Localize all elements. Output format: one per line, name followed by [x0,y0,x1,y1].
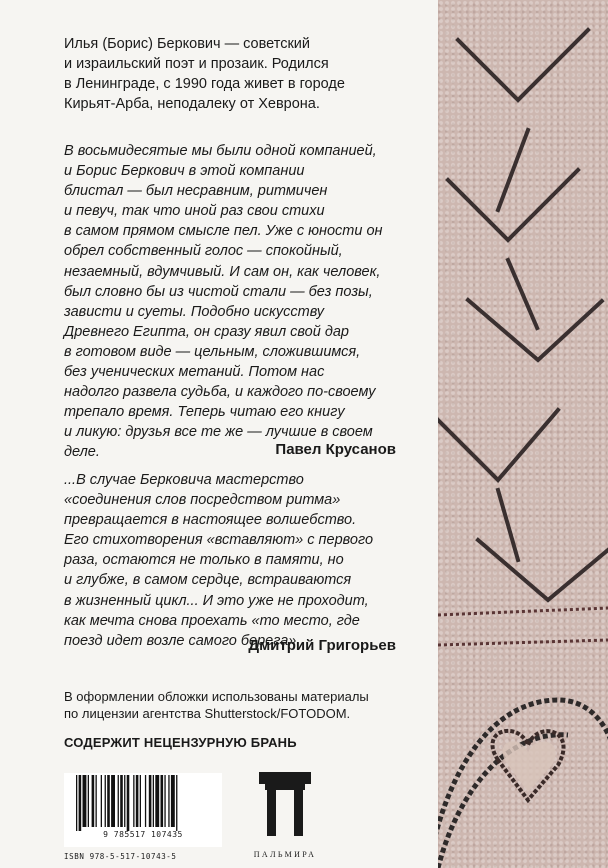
barcode-bar [133,775,134,827]
review-quote-grigoriev: ...В случае Берковича мастерство «соединения слов посредством ритма» превращается в настоящее волшебство. Его стихотворения «вставляют» с первого раза, остаются не только в памяти, но и глубже, в самом сердце, встраиваются в жизненный цикл... И это уже не проходит, как мечта снова проехать «то место, где поезд идет возле самого берега». [64,472,374,649]
barcode-bar [118,775,119,827]
isbn-barcode [64,773,222,847]
publisher-name: ПАЛЬМИРА [253,850,317,859]
palmyra-gate-icon [257,772,313,836]
barcode-bar [149,775,152,827]
barcode-bar [171,775,175,827]
barcode-bar [79,775,82,831]
barcode-bar [161,775,164,827]
mosaic-illustration [438,0,608,868]
barcode-bar [140,775,141,827]
quote-author-krusanov: Павел Крусанов [275,441,396,458]
author-bio: Илья (Борис) Беркович — советский и израильский поэт и прозаик. Родился в Ленинграде, с 1990 года живет в городе Кирьят-Арба, неподалеку от Хеврона. [64,36,345,112]
content-warning: СОДЕРЖИТ НЕЦЕНЗУРНУЮ БРАНЬ [64,735,297,750]
barcode-bar [155,775,159,827]
barcode-bar [88,775,89,827]
barcode-bar [124,775,125,827]
barcode-bar [127,775,130,831]
review-quote-krusanov: В восьмидесятые мы были одной компанией, и Борис Беркович в этой компании блистал — был несравним, ритмичен и певуч, так что иной раз свои стихи в самом прямом смысле пел. Уже с юности он обрел собственный голос — спокойный, незаемный, вдумчивый. И сам он, как человек, был словно бы из чистой стали — без позы, зависти и суеты. Подобно искусству Древнего Египта, он сразу явил свой дар в готовом виде — цельным, сложившимся, без ученических метаний. Потом нас надолго развела судьба, и каждого по-своему трепало время. Теперь читаю его книгу и ликую: друзья все те же — лучшие в своем деле. [64,143,383,461]
barcode-bar [120,775,123,827]
barcode-bar [83,775,87,827]
barcode-bar [101,775,102,827]
isbn-number: ISBN 978-5-517-10743-5 [64,852,177,861]
image-credits: В оформлении обложки использованы материалы по лицензии агентства Shutterstock/FOTODOM. [64,689,369,721]
barcode-bar [145,775,146,827]
barcode-bar [136,775,139,827]
barcode-bar [76,775,77,831]
barcode-bar [153,775,154,827]
barcode-bar [168,775,169,827]
barcode-bar [176,775,177,831]
barcode-bar [105,775,106,827]
barcode-bars [74,775,212,831]
barcode-bar [164,775,165,827]
barcode-digits: 9 785517 107435 [103,830,183,839]
barcode-bar [111,775,115,827]
barcode-bar [92,775,95,827]
mosaic-pattern [438,0,608,868]
quote-author-grigoriev: Дмитрий Григорьев [248,637,396,654]
barcode-bar [96,775,97,827]
barcode-bar [107,775,110,827]
